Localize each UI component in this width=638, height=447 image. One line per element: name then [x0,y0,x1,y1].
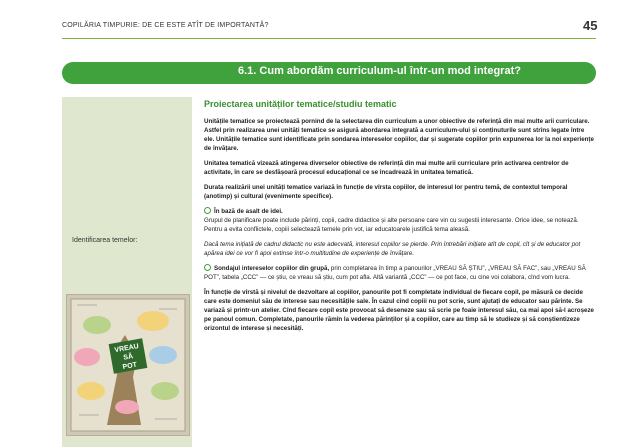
main-content [201,97,596,339]
sidebar-label: Identificarea temelor: [72,237,138,244]
sidebar-column [62,97,192,447]
bullet-1-text: Grupul de planificare poate include părinți, copii, cadre didactice și alte persoane care vin cu sugestii interesante. Orice idee, se notează. Pentru a evita conflictele, copiii selectează temele prin vot, iar educatoarele justifică tema aleasă. [204,217,579,233]
italic-note: Dacă tema inițiată de cadrul didactic nu este adecvată, interesul copiilor se pierde. Prin întrebări inițiate atît de copil, cît și de educator pot apărea idei ce vor fi apoi extinse într-o multitudine de experiențe de învățare. [204,241,581,257]
running-header: COPILĂRIA TIMPURIE: DE CE ESTE ATÎT DE IMPORTANTĂ? [62,22,269,29]
bullet-1-title: În bază de asalt de idei. [214,208,283,215]
bullet-2-title: Sondajul intereselor copiilor din grupă, [214,265,330,272]
page-number: 45 [583,18,598,33]
bullet-circle-icon [204,264,211,271]
section-banner [62,62,596,84]
paragraph-3: Durata realizării unei unități tematice variază în funcție de vîrsta copiilor, de interesul lor pentru temă, de contextul temporal (anotimp) și cultural (evenimente specifice). [204,184,568,200]
section-title: 6.1. Cum abordăm curriculum-ul într-un mod integrat? [238,65,521,77]
bullet-circle-icon [204,207,211,214]
sign-line1: VREAU [114,343,140,355]
bullet-item-1 [204,207,596,234]
wall-board-photo [66,294,190,436]
header-divider [62,38,596,39]
bullet-2-text: prin completarea în timp a panourilor „VREAU SĂ ȘTIU”, „VREAU SĂ FAC”, sau „VREAU SĂ POT”, tabela „CCC” — ce știu, ce vreau să știu, cum pot afla. Altă variantă „CCC” — ce pot face, cu cine voi colabora, cînd vom lucra. [204,265,586,281]
paragraph-2: Unitatea tematică vizează atingerea diverselor obiective de referință din mai multe arii curriculare prin activarea centrelor de activitate, în care se desfășoară procesul educațional ce se încadrează în unitatea tematică. [204,160,569,176]
sign-line2: SĂ [122,353,134,362]
paragraph-1: Unitățile tematice se proiectează pornind de la selectarea din curriculum a unor obiective de referință din mai multe arii curriculare. Astfel prin realizarea unei unități tematice se asigură abordarea integrată a curriculum-ului și conținuturile sunt strîns legate între ele. Unitățile tematice sunt identificate prin sondarea intereselor copiilor, dar și sugerate copiilor prin expunerea lor la noi experiențe de învățare. [204,118,594,152]
sign-line3: POT [122,361,138,372]
bullet-item-2 [204,264,596,282]
subsection-title: Proiectarea unităților tematice/studiu tematic [204,99,397,109]
board-illustration [67,295,189,435]
paragraph-last: În funcție de vîrstă și nivelul de dezvoltare al copiilor, panourile pot fi completate individual de fiecare copil, pe măsură ce decide care este domeniul său de interese sau necesitățile sale. În cazul cînd copiii nu pot scrie, sunt ajutați de educator sau părinte. Se variază și printr-un atelier. Cînd fiecare copil este provocat să deseneze sau să scrie pe foaie interesul său, ca mai apoi să-l acroșeze pe panoul comun. Completate, panourile rămîn la vederea părinților și a copiilor, care au timp să le studieze și să conștientizeze orizontul de interese și necesități. [204,289,594,332]
